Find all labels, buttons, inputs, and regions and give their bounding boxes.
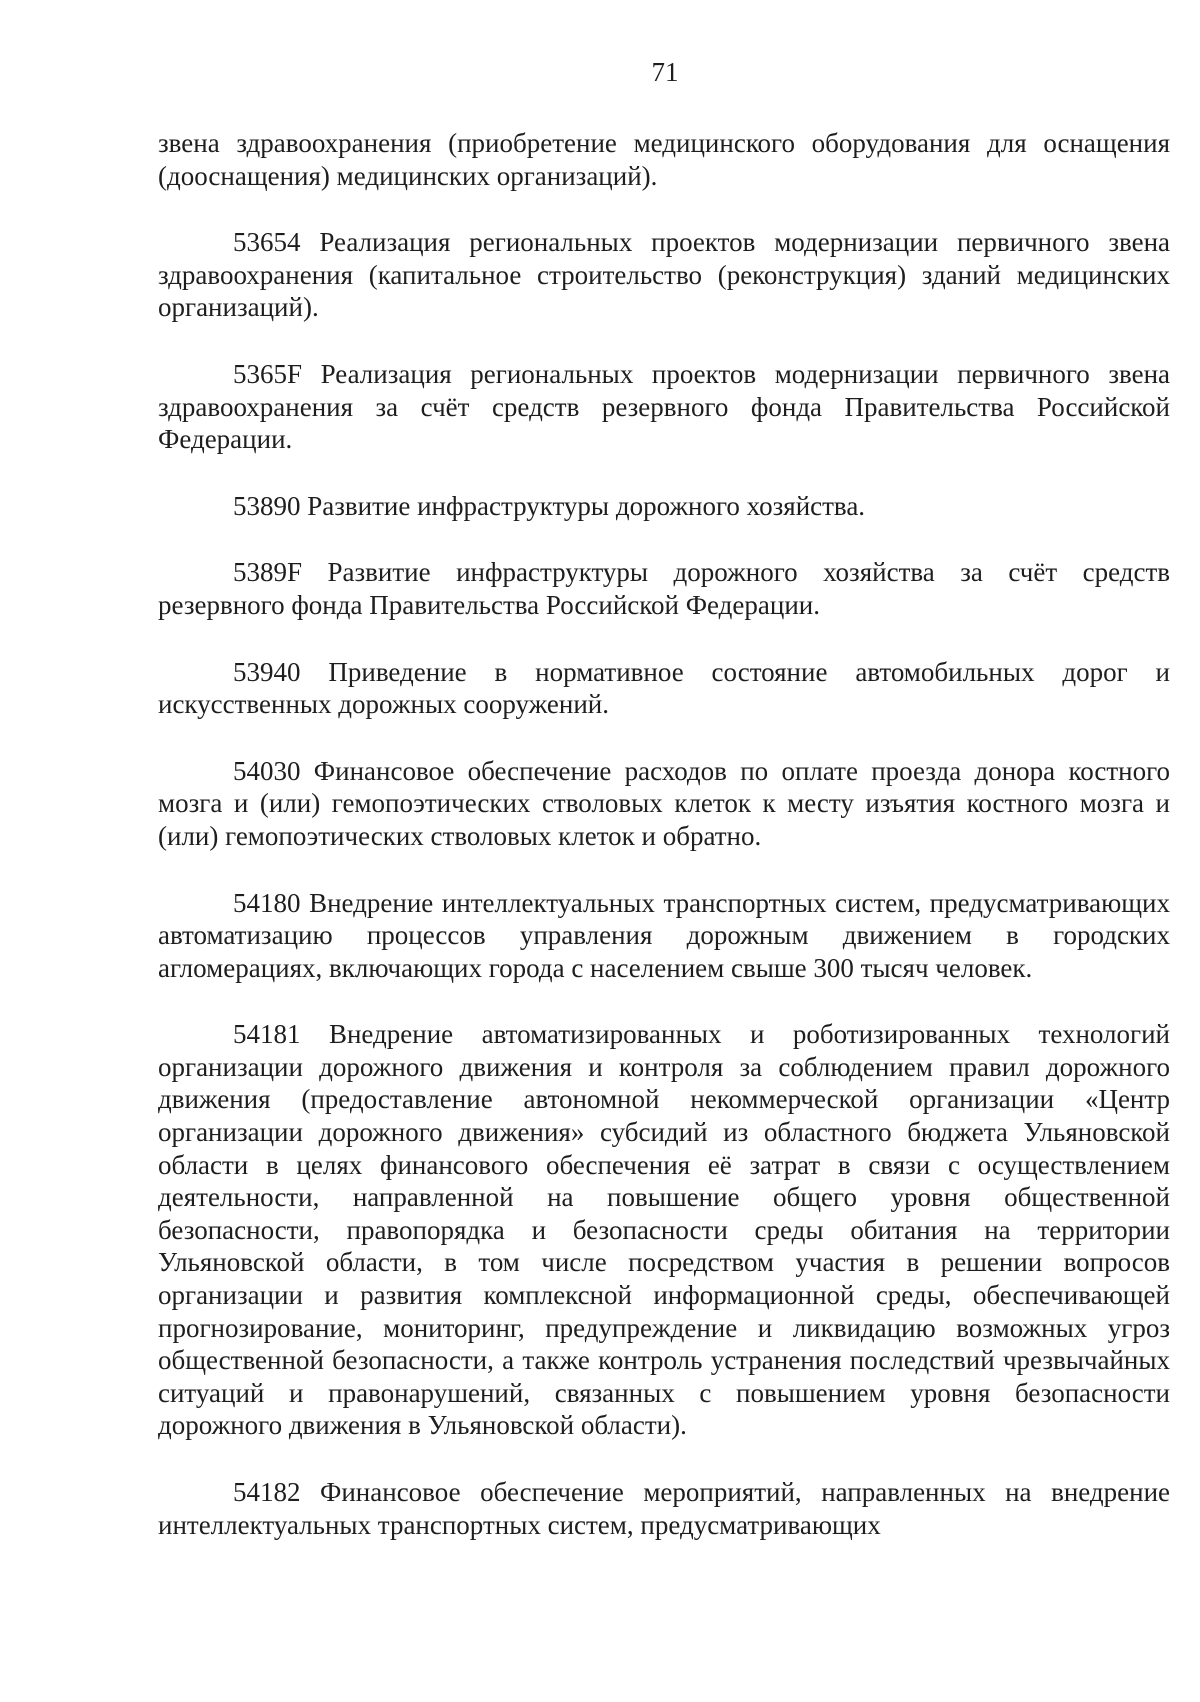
paragraph-continuation: [158, 127, 1170, 192]
paragraph-text: Приведение в нормативное состояние автомобильных дорог и искусственных дорожных сооружений.: [158, 656, 1170, 720]
paragraph-54182: [158, 1476, 1170, 1541]
expense-code: 54181: [233, 1019, 301, 1050]
page-number: 71: [651, 57, 679, 87]
paragraph-text: звена здравоохранения (приобретение медицинского оборудования для оснащения (дооснащения) медицинских организаций).: [158, 128, 1170, 191]
paragraph-text: Финансовое обеспечение расходов по оплате проезда донора костного мозга и (или) гемопоэтических стволовых клеток к месту изъятия костного мозга и (или) гемопоэтических стволовых клеток и обратно.: [158, 755, 1171, 851]
paragraph-54181: [158, 1018, 1170, 1442]
paragraph-text: Реализация региональных проектов модернизации первичного звена здравоохранения (капитальное строительство (реконструкция) зданий медицинских организаций).: [158, 227, 1171, 323]
expense-code: 5389F: [233, 557, 303, 588]
paragraph-5365f: [158, 358, 1170, 456]
paragraph-53654: [158, 226, 1170, 324]
paragraph-53940: [158, 656, 1170, 721]
document-body: [158, 127, 1170, 1541]
paragraph-54180: [158, 887, 1170, 985]
expense-code: 53654: [233, 227, 301, 258]
paragraph-5389f: [158, 556, 1170, 621]
expense-code: 53940: [233, 656, 301, 687]
expense-code: 5365F: [233, 358, 303, 389]
expense-code: 54182: [233, 1477, 301, 1507]
expense-code: 54180: [233, 887, 301, 918]
paragraph-text: Развитие инфраструктуры дорожного хозяйства за счёт средств резервного фонда Правительства Российской Федерации.: [158, 557, 1171, 620]
paragraph-text: Развитие инфраструктуры дорожного хозяйства.: [307, 490, 866, 521]
expense-code: 53890: [233, 490, 301, 521]
paragraph-text: Внедрение автоматизированных и роботизированных технологий организации дорожного движения и контроля за соблюдением правил дорожного движения (предоставление автономной некоммерческой организации «Центр организации дорожного движения» субсидий из областного бюджета Ульяновской области в целях финансового обеспечения её затрат в связи с осуществлением деятельности, направленной на повышение общего уровня общественной безопасности, правопорядка и безопасности среды обитания на территории Ульяновской области, в том числе посредством участия в решении вопросов организации и развития комплексной информационной среды, обеспечивающей прогнозирование, мониторинг, предупреждение и ликвидацию возможных угроз общественной безопасности, а также контроль устранения последствий чрезвычайных ситуаций и правонарушений, связанных с повышением уровня безопасности дорожного движения в Ульяновской области).: [158, 1019, 1170, 1441]
paragraph-54030: [158, 755, 1170, 853]
expense-code: 54030: [233, 755, 301, 786]
paragraph-text: Реализация региональных проектов модернизации первичного звена здравоохранения за счёт средств резервного фонда Правительства Российской Федерации.: [158, 358, 1171, 455]
paragraph-text: Внедрение интеллектуальных транспортных систем, предусматривающих автоматизацию процессов управления дорожным движением в городских агломерациях, включающих города с населением свыше 300 тысяч человек.: [158, 887, 1171, 983]
paragraph-53890: [158, 490, 1170, 523]
paragraph-text: Финансовое обеспечение мероприятий, направленных на внедрение интеллектуальных транспортных систем, предусматривающих: [158, 1477, 1170, 1540]
